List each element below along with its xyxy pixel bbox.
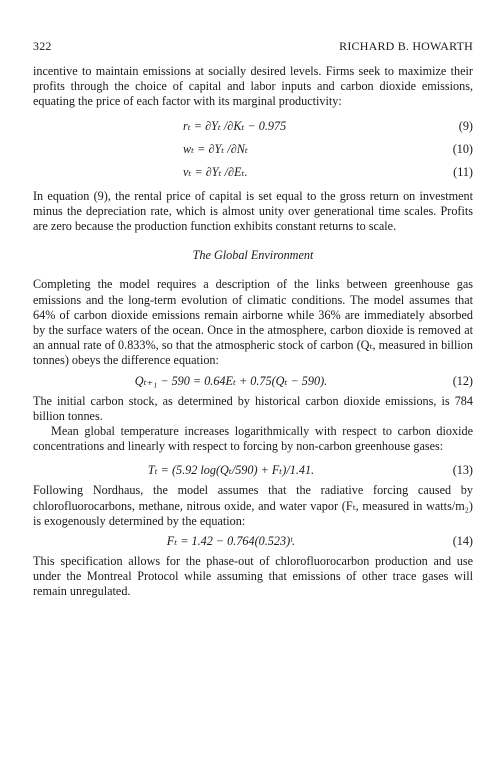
equation-block-9-11 <box>33 116 473 183</box>
running-head: RICHARD B. HOWARTH <box>339 39 473 53</box>
page-header <box>33 39 473 54</box>
equation-13 <box>33 460 473 481</box>
paragraph-2: In equation (9), the rental price of capital is set equal to the gross return on investment minus the depreciation rate, which is almost unity over generational time scales. Profits are zero because the production function exhibits constant returns to scale. <box>33 188 473 234</box>
body-text <box>33 64 473 600</box>
equation-14-body: Fₜ = 1.42 − 0.764(0.523)ᵗ. <box>166 533 296 548</box>
equation-14 <box>33 531 473 552</box>
paragraph-7: This specification allows for the phase-out of chlorofluorocarbon production and use under the Montreal Protocol while assuming that emissions of other trace gases will remain unregulated. <box>33 554 473 599</box>
equation-12-number: (12) <box>452 373 473 388</box>
equation-11 <box>33 162 473 183</box>
equation-13-number: (13) <box>452 463 473 478</box>
paragraph-6: Following Nordhaus, the model assumes that the radiative forcing caused by chlorofluorocarbons, methane, nitrous oxide, and water vapor (Fₜ, measured in watts/m₂) is exogenously determined by the equation: <box>33 483 473 528</box>
section-title: The Global Environment <box>192 248 314 263</box>
equation-12-body: Qₜ₊₁ − 590 = 0.64Eₜ + 0.75(Qₜ − 590). <box>134 373 328 388</box>
paragraph-1: incentive to maintain emissions at socially desired levels. Firms seek to maximize their profits through the choice of capital and labor inputs and carbon dioxide emissions, equating the price of each factor with its marginal productivity: <box>33 64 473 109</box>
equation-11-number: (11) <box>453 164 473 179</box>
equation-10-body: wₜ = ∂Yₜ /∂Nₜ <box>183 141 248 156</box>
equation-10 <box>33 139 473 160</box>
equation-14-number: (14) <box>452 533 473 548</box>
equation-9-body: rₜ = ∂Yₜ /∂Kₜ − 0.975 <box>183 118 287 133</box>
paragraph-4: The initial carbon stock, as determined by historical carbon dioxide emissions, is 784 billion tonnes. <box>33 393 473 423</box>
paragraph-5: Mean global temperature increases logarithmically with respect to carbon dioxide concentrations and linearly with respect to forcing by non-carbon greenhouse gases: <box>33 424 473 454</box>
equation-12 <box>33 371 473 392</box>
equation-10-number: (10) <box>452 141 473 156</box>
paragraph-3: Completing the model requires a description of the links between greenhouse gas emissions and the long-term evolution of climatic conditions. The model assumes that 64% of carbon dioxide emissions remain airborne while 36% are immediately absorbed by the surface waters of the ocean. Once in the atmosphere, carbon dioxide is removed at an annual rate of 0.833%, so that the atmospheric stock of carbon (Qₜ, measured in billion tonnes) obeys the difference equation: <box>33 277 473 368</box>
equation-9 <box>33 116 473 137</box>
page-number: 322 <box>33 39 52 53</box>
equation-13-body: Tₜ = (5.92 log(Qₜ/590) + Fₜ)/1.41. <box>147 463 315 478</box>
equation-9-number: (9) <box>458 118 473 133</box>
equation-11-body: vₜ = ∂Yₜ /∂Eₜ. <box>183 164 248 179</box>
